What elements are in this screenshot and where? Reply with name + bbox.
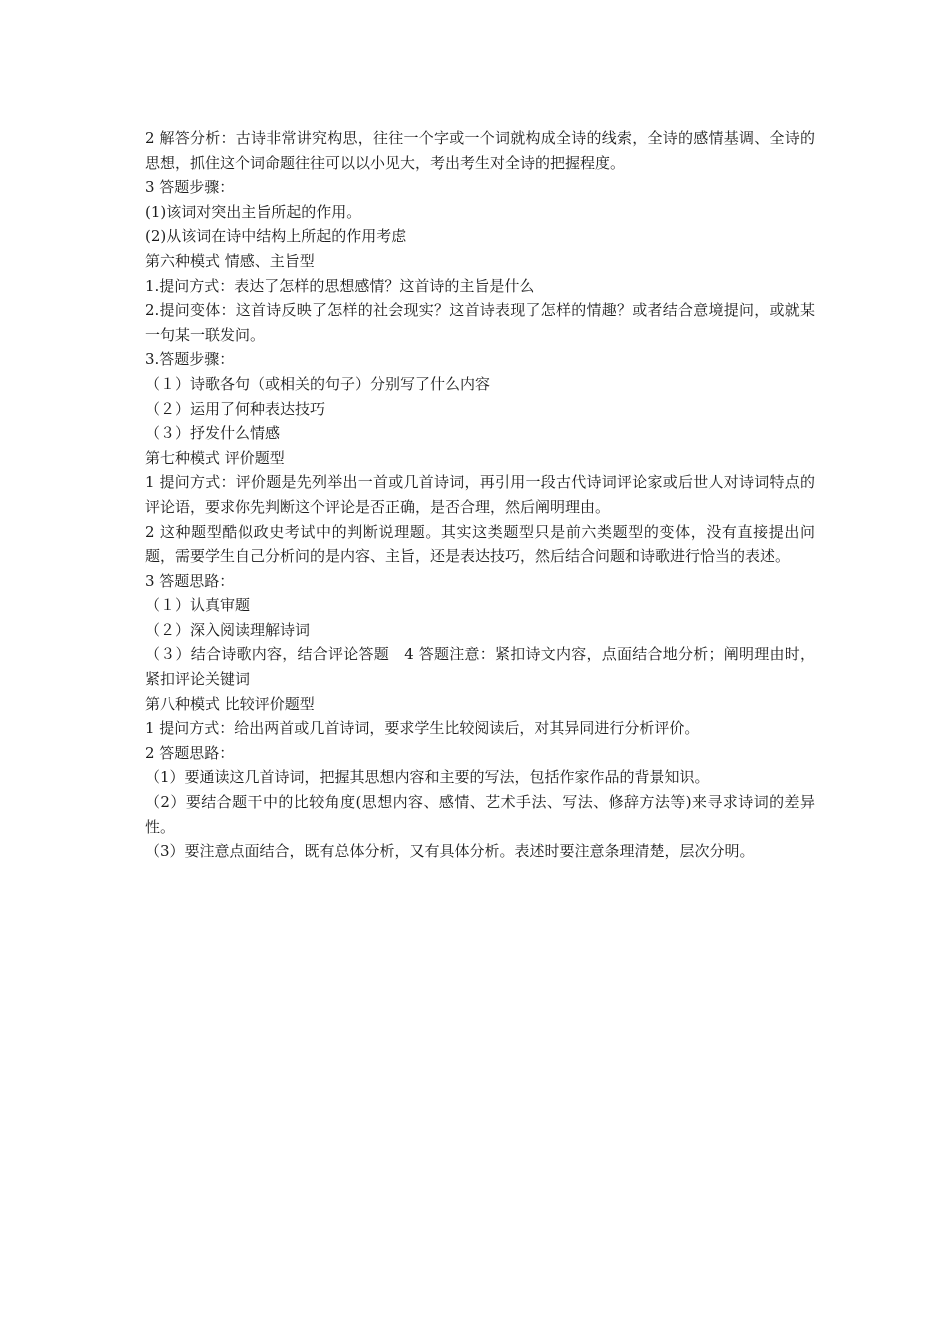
paragraph-mode8-idea-2: （2）要结合题干中的比较角度(思想内容、感情、艺术手法、写法、修辞方法等)来寻求诗词的差异性。 [145,793,815,836]
paragraph-mode7-idea-2: （２）深入阅读理解诗词 [145,620,311,639]
paragraph-mode8-ideas-heading: 2 答题思路： [145,743,235,762]
paragraph-mode8-idea-3: （3）要注意点面结合，既有总体分析，又有具体分析。表述时要注意条理清楚，层次分明。 [145,842,755,861]
paragraph-mode7-ideas-heading: 3 答题思路： [145,571,235,590]
paragraph-mode6-step-3: （３）抒发什么情感 [145,424,281,443]
paragraph-mode8-idea-1: （1）要通读这几首诗词，把握其思想内容和主要的写法，包括作家作品的背景知识。 [145,768,710,787]
paragraph-question-form: 1.提问方式：表达了怎样的思想感情？这首诗的主旨是什么 [145,276,535,295]
paragraph-answer-analysis: 2 解答分析：古诗非常讲究构思，往往一个字或一个词就构成全诗的线索，全诗的感情基调、全诗的思想，抓住这个词命题往往可以以小见大，考出考生对全诗的把握程度。 [145,129,815,172]
paragraph-mode7-idea-3-and-notes: （３）结合诗歌内容，结合评论答题 4 答题注意：紧扣诗文内容，点面结合地分析；阐明理由时，紧扣评论关键词 [145,645,815,689]
paragraph-mode7-idea-1: （１）认真审题 [145,596,251,615]
paragraph-mode6-step-1: （１）诗歌各句（或相关的句子）分别写了什么内容 [145,374,491,393]
document-body [145,126,815,864]
paragraph-mode6-step-2: （２）运用了何种表达技巧 [145,399,326,418]
paragraph-mode7-explanation: 2 这种题型酷似政史考试中的判断说理题。其实这类题型只是前六类题型的变体，没有直接提出问题，需要学生自己分析问的是内容、主旨，还是表达技巧，然后结合问题和诗歌进行恰当的表述。 [145,522,815,566]
paragraph-mode7-question-form: 1 提问方式：评价题是先列举出一首或几首诗词，再引用一段古代诗词评论家或后世人对诗词特点的评论语，要求你先判断这个评论是否正确，是否合理，然后阐明理由。 [145,473,815,516]
section-heading-mode-6: 第六种模式 情感、主旨型 [145,251,315,270]
section-heading-mode-8: 第八种模式 比较评价题型 [145,694,315,713]
paragraph-answer-steps-heading: 3 答题步骤： [145,178,235,197]
paragraph-question-variant: 2.提问变体：这首诗反映了怎样的社会现实？这首诗表现了怎样的情趣？或者结合意境提问，或就某一句某一联发问。 [145,301,815,344]
section-heading-mode-7: 第七种模式 评价题型 [145,448,285,467]
paragraph-step-1: (1)该词对突出主旨所起的作用。 [145,202,362,221]
paragraph-answer-steps-heading-2: 3.答题步骤： [145,350,235,369]
paragraph-mode8-question-form: 1 提问方式：给出两首或几首诗词，要求学生比较阅读后，对其异同进行分析评价。 [145,719,700,738]
paragraph-step-2: (2)从该词在诗中结构上所起的作用考虑 [145,227,407,246]
